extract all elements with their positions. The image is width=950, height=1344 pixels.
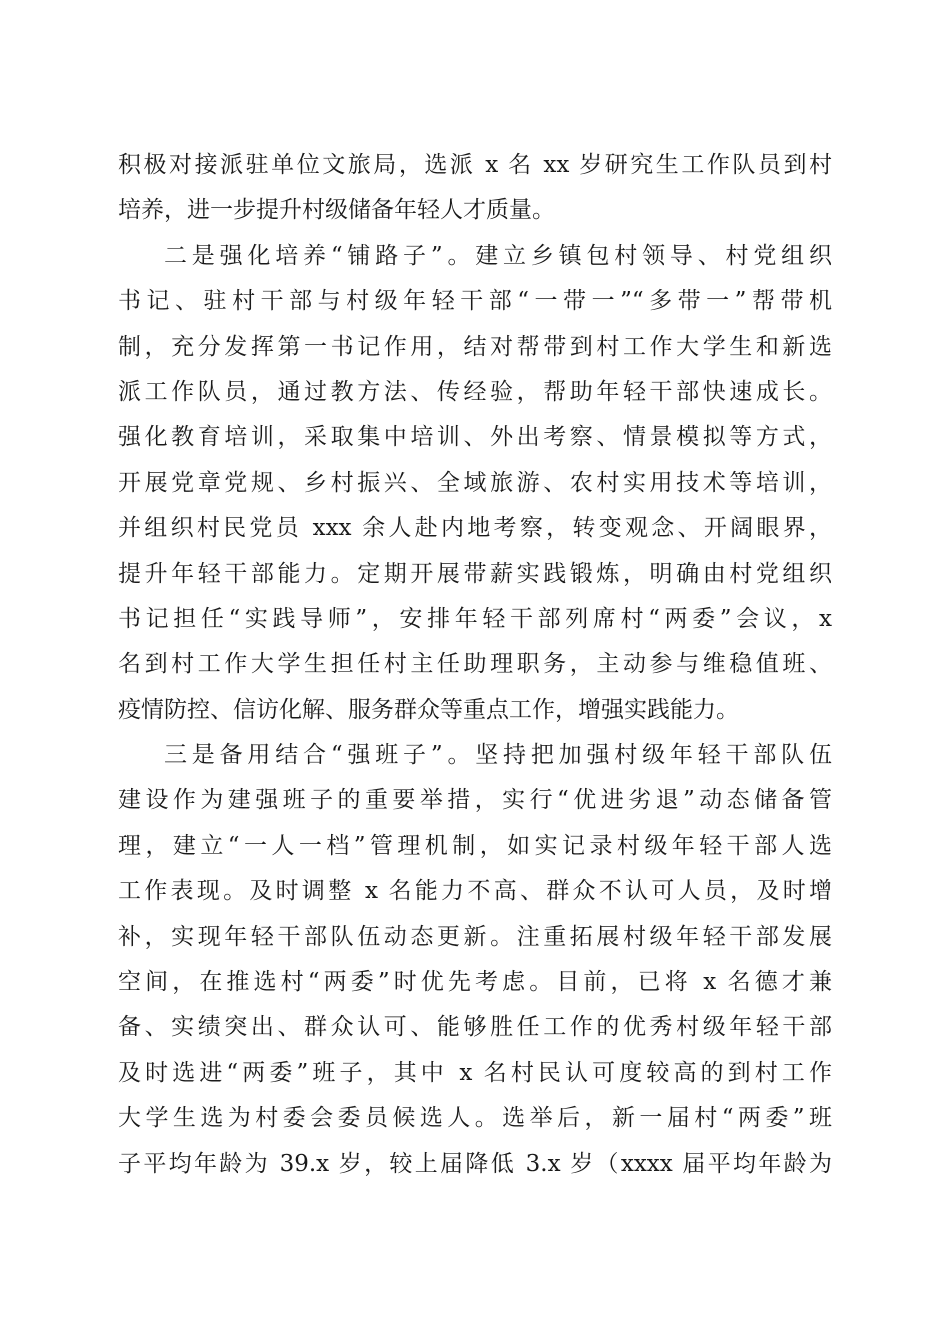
text-line: 积极对接派驻单位文旅局，选派 x 名 xx 岁研究生工作队员到村 — [118, 152, 832, 178]
text-line: 建设作为建强班子的重要举措，实行“优进劣退”动态储备管 — [118, 787, 832, 814]
text-line: 空间，在推选村“两委”时优先考虑。目前，已将 x 名德才兼 — [118, 969, 832, 996]
text-line: 备、实绩突出、群众认可、能够胜任工作的优秀村级年轻干部 — [118, 1014, 832, 1041]
text-line: 理，建立“一人一档”管理机制，如实记录村级年轻干部人选 — [118, 832, 832, 859]
text-line: 名到村工作大学生担任村主任助理职务，主动参与维稳值班、 — [118, 651, 832, 678]
text-line: 大学生选为村委会委员候选人。选举后，新一届村“两委”班 — [118, 1105, 832, 1132]
text-line: 书记、驻村干部与村级年轻干部“一带一”“多带一”帮带机 — [118, 288, 832, 315]
text-line: 派工作队员，通过教方法、传经验，帮助年轻干部快速成长。 — [118, 378, 832, 405]
text-line: 及时选进“两委”班子，其中 x 名村民认可度较高的到村工作 — [118, 1059, 832, 1086]
text-line: 疫情防控、信访化解、服务群众等重点工作，增强实践能力。 — [118, 696, 739, 723]
text-line: 工作表现。及时调整 x 名能力不高、群众不认可人员，及时增 — [118, 878, 832, 905]
text-line: 书记担任“实践导师”，安排年轻干部列席村“两委”会议，x — [118, 605, 832, 632]
text-line: 提升年轻干部能力。定期开展带薪实践锻炼，明确由村党组织 — [118, 560, 832, 587]
text-line: 开展党章党规、乡村振兴、全域旅游、农村实用技术等培训， — [118, 469, 832, 496]
body-text — [118, 143, 832, 1187]
paragraph-heading-line: 三是备用结合“强班子”。坚持把加强村级年轻干部队伍 — [164, 742, 832, 769]
text-line: 子平均年龄为 39.x 岁，较上届降低 3.x 岁（xxxx 届平均年龄为 — [118, 1150, 832, 1177]
text-line: 补，实现年轻干部队伍动态更新。注重拓展村级年轻干部发展 — [118, 923, 832, 950]
paragraph-heading-line: 二是强化培养“铺路子”。建立乡镇包村领导、村党组织 — [164, 242, 832, 269]
text-line: 强化教育培训，采取集中培训、外出考察、情景模拟等方式， — [118, 424, 832, 451]
text-line: 并组织村民党员 xxx 余人赴内地考察，转变观念、开阔眼界， — [118, 515, 832, 542]
text-line: 培养，进一步提升村级储备年轻人才质量。 — [118, 197, 555, 224]
text-line: 制，充分发挥第一书记作用，结对帮带到村工作大学生和新选 — [118, 333, 832, 360]
